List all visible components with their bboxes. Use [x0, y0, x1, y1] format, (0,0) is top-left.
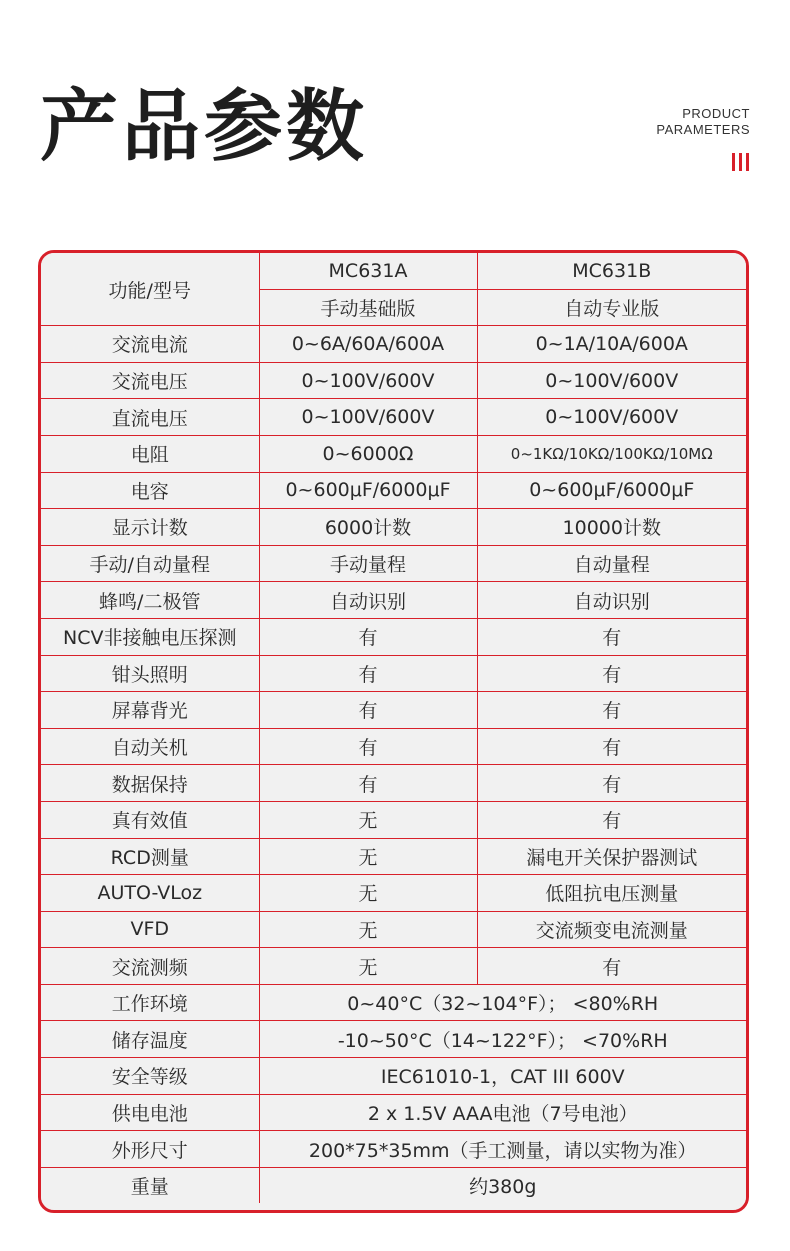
table-row: [41, 948, 746, 985]
row-value-b: 自动量程: [477, 545, 746, 582]
row-label: NCV非接触电压探测: [41, 618, 259, 655]
table-row: [41, 801, 746, 838]
row-label: 屏幕背光: [41, 692, 259, 729]
row-shared-value: 约380g: [469, 1176, 537, 1199]
row-value-a: 有: [259, 655, 477, 692]
row-value-b: 有: [477, 948, 746, 985]
row-label: 显示计数: [41, 509, 259, 546]
model-b-edition: 自动专业版: [477, 289, 746, 326]
page-subtitle: [656, 106, 750, 138]
table-header-row: [41, 253, 746, 289]
row-value-b: 有: [477, 728, 746, 765]
table-row: [41, 692, 746, 729]
row-label: 手动/自动量程: [41, 545, 259, 582]
parameters-table: [41, 253, 746, 1203]
row-label: 自动关机: [41, 728, 259, 765]
row-value-b: 有: [477, 765, 746, 802]
row-value-b: 有: [477, 618, 746, 655]
shared-table-row: [41, 984, 746, 1021]
row-value-a: 有: [259, 765, 477, 802]
parameters-table-frame: [38, 250, 749, 1213]
model-a-name: MC631A: [259, 253, 477, 289]
table-row: [41, 399, 746, 436]
row-value-a: 无: [259, 838, 477, 875]
row-value-b: 自动识别: [477, 582, 746, 619]
row-shared-value: -10~50°C（14~122°F）； <70%RH: [259, 1021, 746, 1058]
row-label: 真有效值: [41, 801, 259, 838]
row-label: 蜂鸣/二极管: [41, 582, 259, 619]
decorative-bars-icon: [732, 153, 749, 171]
row-label: 交流电流: [41, 326, 259, 363]
row-label: 安全等级: [41, 1058, 259, 1095]
subtitle-line-2: PARAMETERS: [656, 122, 750, 137]
row-label: 数据保持: [41, 765, 259, 802]
row-shared-value: IEC61010-1，CAT III 600V: [259, 1058, 746, 1095]
row-label: AUTO-VLoz: [41, 875, 259, 912]
row-value-a: 无: [259, 875, 477, 912]
table-row: [41, 911, 746, 948]
table-row: [41, 472, 746, 509]
table-row: [41, 582, 746, 619]
row-value-a: 0~100V/600V: [259, 399, 477, 436]
row-value-b: 0~1A/10A/600A: [477, 326, 746, 363]
row-value-a: 无: [259, 948, 477, 985]
table-row: [41, 362, 746, 399]
row-value-b: 有: [477, 801, 746, 838]
table-row: [41, 728, 746, 765]
model-b-name: MC631B: [477, 253, 746, 289]
row-value-a: 自动识别: [259, 582, 477, 619]
row-value-a: 6000计数: [259, 509, 477, 546]
row-label: 工作环境: [41, 984, 259, 1021]
row-value-b: 有: [477, 655, 746, 692]
row-label: 钳头照明: [41, 655, 259, 692]
row-value-a: 0~600μF/6000μF: [259, 472, 477, 509]
row-value-a: 无: [259, 801, 477, 838]
row-label: 重量: [41, 1167, 259, 1203]
row-value-b: 漏电开关保护器测试: [477, 838, 746, 875]
row-value-b: 交流频变电流测量: [477, 911, 746, 948]
subtitle-line-1: PRODUCT: [682, 106, 750, 121]
shared-table-row: [41, 1094, 746, 1131]
shared-table-row: [41, 1167, 746, 1203]
table-row: [41, 875, 746, 912]
row-value-a: 有: [259, 728, 477, 765]
table-row: [41, 326, 746, 363]
table-row: [41, 765, 746, 802]
shared-table-row: [41, 1058, 746, 1095]
row-shared-value: 0~40°C（32~104°F）； <80%RH: [259, 984, 746, 1021]
row-label: 电容: [41, 472, 259, 509]
page-title: 产品参数: [40, 82, 369, 172]
model-a-edition: 手动基础版: [259, 289, 477, 326]
row-value-a: 无: [259, 911, 477, 948]
row-label: 供电电池: [41, 1094, 259, 1131]
row-value-b: 10000计数: [477, 509, 746, 546]
row-value-b: 0~100V/600V: [477, 362, 746, 399]
row-value-a: 0~100V/600V: [259, 362, 477, 399]
row-value-b: 有: [477, 692, 746, 729]
row-value-a: 0~6000Ω: [259, 435, 477, 472]
feature-header-cell: 功能/型号: [41, 253, 259, 326]
row-value-a: 有: [259, 692, 477, 729]
row-value-b: 0~1KΩ/10KΩ/100KΩ/10MΩ: [477, 435, 746, 472]
row-value-a: 手动量程: [259, 545, 477, 582]
shared-table-row: [41, 1021, 746, 1058]
row-label: 直流电压: [41, 399, 259, 436]
table-row: [41, 838, 746, 875]
row-value-b: 0~100V/600V: [477, 399, 746, 436]
row-label: 电阻: [41, 435, 259, 472]
shared-table-row: [41, 1131, 746, 1168]
table-row: [41, 509, 746, 546]
row-label: RCD测量: [41, 838, 259, 875]
table-row: [41, 435, 746, 472]
table-row: [41, 655, 746, 692]
row-value-a: 0~6A/60A/600A: [259, 326, 477, 363]
row-label: 交流电压: [41, 362, 259, 399]
row-shared-value: 200*75*35mm（手工测量，请以实物为准）: [259, 1131, 746, 1168]
row-label: 交流测频: [41, 948, 259, 985]
row-value-a: 有: [259, 618, 477, 655]
row-shared-value: 2 x 1.5V AAA电池（7号电池）: [259, 1094, 746, 1131]
row-value-b: 0~600μF/6000μF: [477, 472, 746, 509]
row-label: VFD: [41, 911, 259, 948]
row-label: 储存温度: [41, 1021, 259, 1058]
row-value-b: 低阻抗电压测量: [477, 875, 746, 912]
table-row: [41, 618, 746, 655]
table-row: [41, 545, 746, 582]
row-label: 外形尺寸: [41, 1131, 259, 1168]
